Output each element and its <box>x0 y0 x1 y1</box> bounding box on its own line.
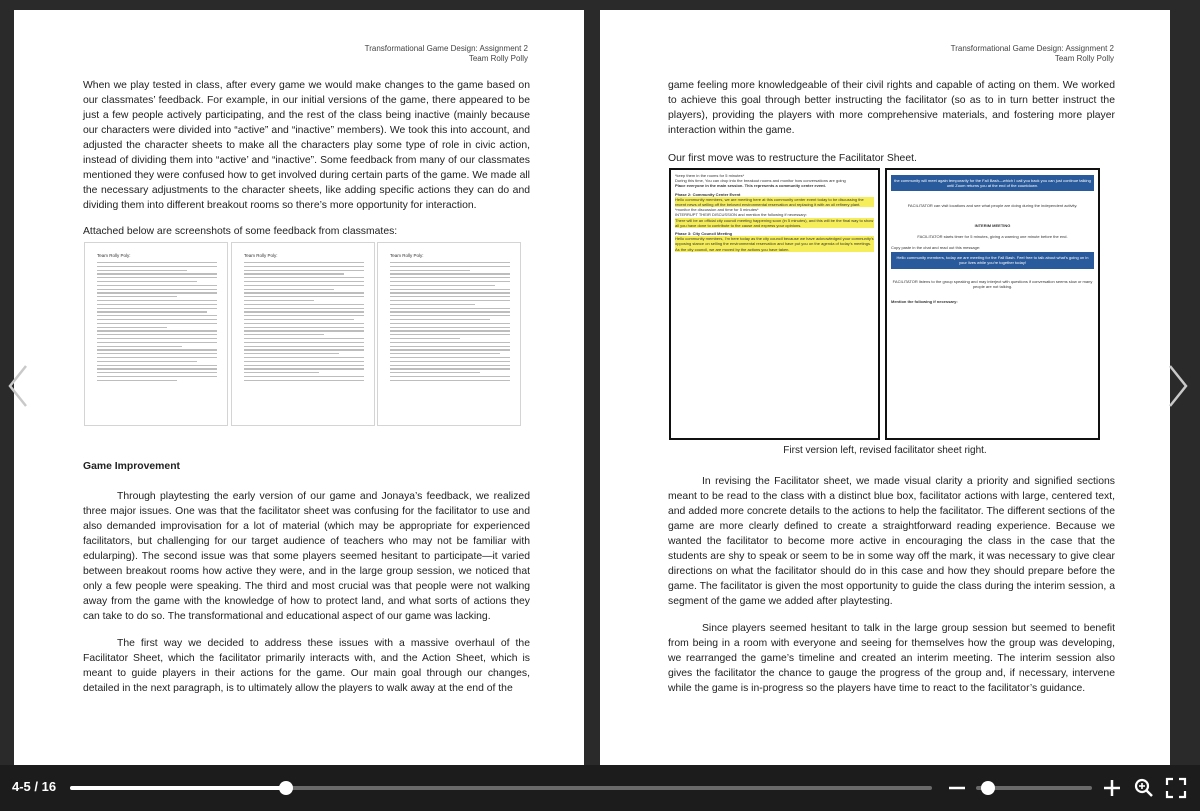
sheet-line: Place everyone in the main session. This represents a community center event. <box>675 183 826 189</box>
sheet-highlight: Hello community members, I’m here today as the city council because we have acknowledged your community’s opposing stance on selling the environmental reservation and have put you on the agenda of today’s meetings. <box>675 236 874 247</box>
sheet-heading: INTERIM MEETING <box>974 222 1011 228</box>
sheet-heading: Phase 3: City Council Meeting <box>675 231 733 237</box>
sheet-highlight: There will be an official city council meeting happening soon (in 5 minutes), and this will be the final way to show all you have done to contribute to the cause and express your opinions. <box>675 217 874 228</box>
old-facilitator-sheet <box>669 168 880 440</box>
figure-caption: First version left, revised facilitator sheet right. <box>783 445 987 456</box>
feedback-screenshot <box>84 242 228 426</box>
section-heading: Game Improvement <box>83 461 181 472</box>
zoom-search-icon[interactable] <box>1133 777 1155 799</box>
sheet-facilitator-action: FACILITATOR listens to the group speaking and may interject with questions if conversation seems slow or many people are not talking. <box>892 278 1093 289</box>
sheet-facilitator-action: FACILITATOR starts timer for 5 minutes, giving a warning one minute before the end. <box>917 233 1068 239</box>
sheet-facilitator-action: FACILITATOR can visit locations and see what people are doing during the independent activity. <box>907 203 1078 209</box>
revised-facilitator-sheet <box>885 168 1100 440</box>
feedback-title: Team Rolly Poly: <box>390 253 424 258</box>
sheet-heading: Phase 2: Community Center Event <box>675 191 741 197</box>
header-course: Transformational Game Design: Assignment 2 <box>364 44 528 53</box>
sheet-line: INTERRUPT THEIR DISCUSSION and mention the following if necessary: <box>675 212 807 218</box>
sheet-highlight: As the city council, we are moved by the actions you have taken. <box>675 247 874 252</box>
viewer-toolbar <box>0 765 1200 811</box>
sheet-line: During this time, You can drop into the breakout rooms and monitor how conversations are going <box>675 178 846 184</box>
feedback-screenshot <box>377 242 521 426</box>
page-header <box>365 44 528 64</box>
progress-handle[interactable] <box>279 781 293 795</box>
sheet-line: Copy paste in the chat and read out this message: <box>891 245 981 251</box>
previous-page-button[interactable] <box>6 362 30 410</box>
fullscreen-icon[interactable] <box>1165 777 1187 799</box>
zoom-slider[interactable] <box>976 786 1092 790</box>
feedback-title: Team Rolly Poly: <box>244 253 278 258</box>
chevron-right-icon <box>1166 362 1190 410</box>
sheet-blue-box: Hello community members, today we are meeting for the Fall Bash. Feel free to talk about what’s going on in your lives while you’re together today! <box>891 252 1094 268</box>
page-indicator: 4-5 / 16 <box>12 779 57 794</box>
header-team: Team Rolly Polly <box>468 54 528 63</box>
sheet-highlight: Hello community members, we are meeting here at this community center event today to be discussing the recent news of selling off the beloved environmental reservation and replacing it with an oil refinery plant. <box>675 197 874 207</box>
page-header <box>951 44 1114 64</box>
page-4 <box>14 10 584 765</box>
chevron-left-icon <box>6 362 30 410</box>
page-progress-slider[interactable] <box>70 786 932 790</box>
feedback-title: Team Rolly Poly: <box>97 253 131 258</box>
feedback-screenshot <box>231 242 375 426</box>
attached-note: Attached below are screenshots of some feedback from classmates: <box>83 226 398 237</box>
sheet-line: *monitor the discussion and time for 5 minutes* <box>675 207 759 213</box>
body-paragraph: In revising the Facilitator sheet, we made visual clarity a priority and signified sections meant to be read to the class with a distinct blue box, facilitator actions with large, centered text, and added more concrete details to the actions to help the facilitator. The different sections of the game are more clearly defined to create a straightforward reading experience. Because we wanted the facilitator to become more active in encouraging the class in the case that the students are shy to speak or seem to be in some way off the mark, it was necessary to give clear directions on what the facilitator should do in this case and how they should prepare before the game. The facilitator is given the most opportunity to guide the class during the interim session, a segment of the game we added after playtesting. <box>668 476 1115 607</box>
body-paragraph: Since players seemed hesitant to talk in the large group session but seemed to benefit from being in a room with everyone and seeing for themselves how the group was developing, we rearranged the game’s timeline and created an interim meeting. The interim session also gives the facilitator the chance to gauge the progress of the group and, if necessary, intervene while the game is in-progress so the players have time to react to the facilitator’s guidance. <box>668 623 1115 694</box>
body-paragraph: When we play tested in class, after every game we would make changes to the game based on our classmates’ feedback. For example, in our initial versions of the game, there appeared to be just a few people actively participating, and the rest of the class being inactive (mainly because our characters were divided into “active” and “inactive” members). We took this into account, and adjusted the character sheets to make all the characters play some type of role in civic action, instead of dividing them into “active’ and “inactive”. Some feedback from many of our classmates mentioned they were confused how to get involved during certain parts of the game. We made all the necessary adjustments to the character sheets, like adding specific actions they can do and dividing them into different breakout rooms so there’s more opportunity for interaction. <box>83 80 530 211</box>
header-team: Team Rolly Polly <box>1054 54 1114 63</box>
progress-fill <box>70 786 286 790</box>
zoom-handle[interactable] <box>981 781 995 795</box>
body-paragraph: The first way we decided to address these issues with a massive overhaul of the Facilitator Sheet, which the facilitator primarily interacts with, and the Action Sheet, which is meant to guide players in their actions for the game. Our main goal through our changes, detailed in the next paragraph, is to ultimately allow the players to walk away at the end of the <box>83 638 530 694</box>
plus-icon[interactable] <box>1101 777 1123 799</box>
body-paragraph: Through playtesting the early version of our game and Jonaya’s feedback, we realized three major issues. One was that the facilitator sheet was confusing for the facilitator to use and also demanded improvisation for a lot of material (which may be appropriate for experienced facilitators, but challenging for our target audience of teachers who may not be familiar with edularping). The second issue was that some players seemed hesitant to participate—it varied between breakout rooms how active they were, and in the large group session, we noticed that only a few people were speaking. The third and most crucial was that people were not walking away from the game with the knowledge of how to protect land, and what sorts of actions they can take to do so. The transformational and educational aspect of our game was lacking. <box>83 491 530 622</box>
header-course: Transformational Game Design: Assignment 2 <box>950 44 1114 53</box>
next-page-button[interactable] <box>1166 362 1190 410</box>
first-move-note: Our first move was to restructure the Facilitator Sheet. <box>668 153 917 164</box>
minus-icon[interactable] <box>946 777 968 799</box>
page-5 <box>600 10 1170 765</box>
body-paragraph: game feeling more knowledgeable of their civil rights and capable of acting on them. We worked to achieve this goal through better instructing the facilitator (so as to in turn better instruct the players), providing the players with more comprehensive materials, and fostering more player interaction within the game. <box>668 80 1115 136</box>
sheet-heading: Mention the following if necessary: <box>891 299 958 305</box>
sheet-line: *keep them in the rooms for 5 minutes* <box>675 173 745 178</box>
sheet-blue-box: the community will meet again temporarily for the Fall Bash—which I call you back you can just continue talking until Zoom returns you at the end of the countdown. <box>891 175 1094 191</box>
